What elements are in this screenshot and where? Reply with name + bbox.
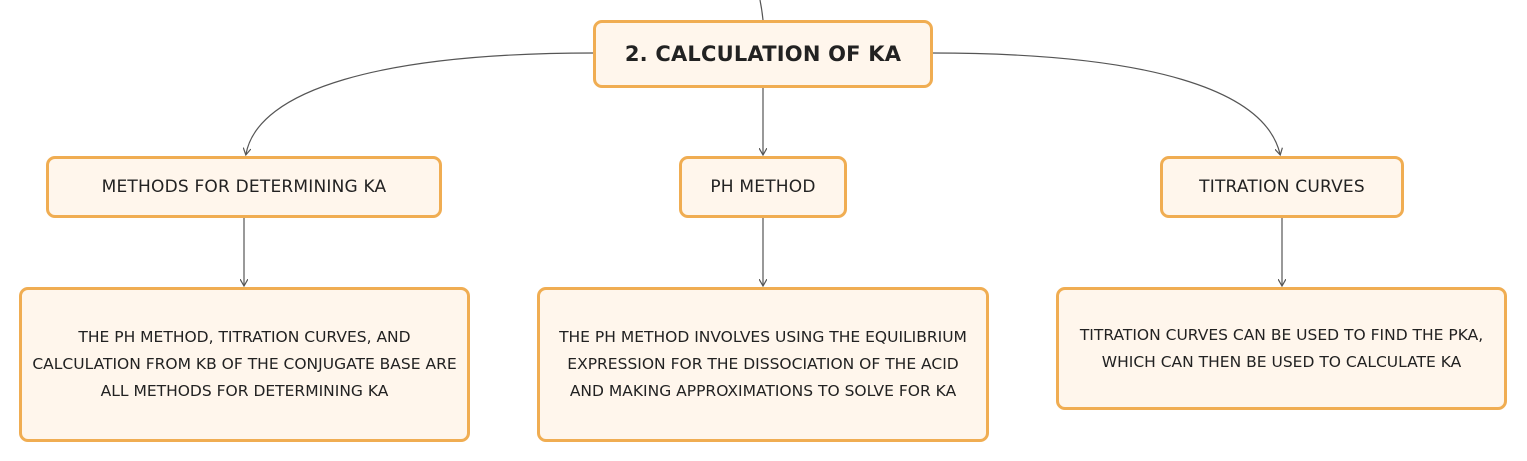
branch-node-titration-curves[interactable] xyxy=(1160,156,1404,218)
branch-node-label: METHODS FOR DETERMINING KA xyxy=(101,177,387,197)
detail-node-text: THE PH METHOD, TITRATION CURVES, AND CALCULATION FROM KB OF THE CONJUGATE BASE ARE ALL METHODS FOR DETERMINING KA xyxy=(32,328,457,400)
detail-node-titration-curves[interactable] xyxy=(1056,287,1507,410)
branch-node-label: PH METHOD xyxy=(710,177,816,197)
branch-node-methods[interactable] xyxy=(46,156,442,218)
connector-root-to-methods xyxy=(246,53,594,154)
root-node[interactable] xyxy=(593,20,933,88)
connector-root-to-titration xyxy=(932,53,1280,154)
detail-node-text: TITRATION CURVES CAN BE USED TO FIND THE PKA, WHICH CAN THEN BE USED TO CALCULATE KA xyxy=(1079,325,1484,371)
detail-node-ph-method[interactable] xyxy=(537,287,989,442)
incoming-connector xyxy=(760,0,763,20)
branch-node-ph-method[interactable] xyxy=(679,156,847,218)
branch-node-label: TITRATION CURVES xyxy=(1199,177,1365,197)
root-node-label: 2. CALCULATION OF KA xyxy=(624,42,902,66)
detail-node-text: THE PH METHOD INVOLVES USING THE EQUILIBRIUM EXPRESSION FOR THE DISSOCIATION OF THE ACID AND MAKING APPROXIMATIONS TO SOLVE FOR KA xyxy=(559,328,967,400)
detail-node-methods[interactable] xyxy=(19,287,470,442)
